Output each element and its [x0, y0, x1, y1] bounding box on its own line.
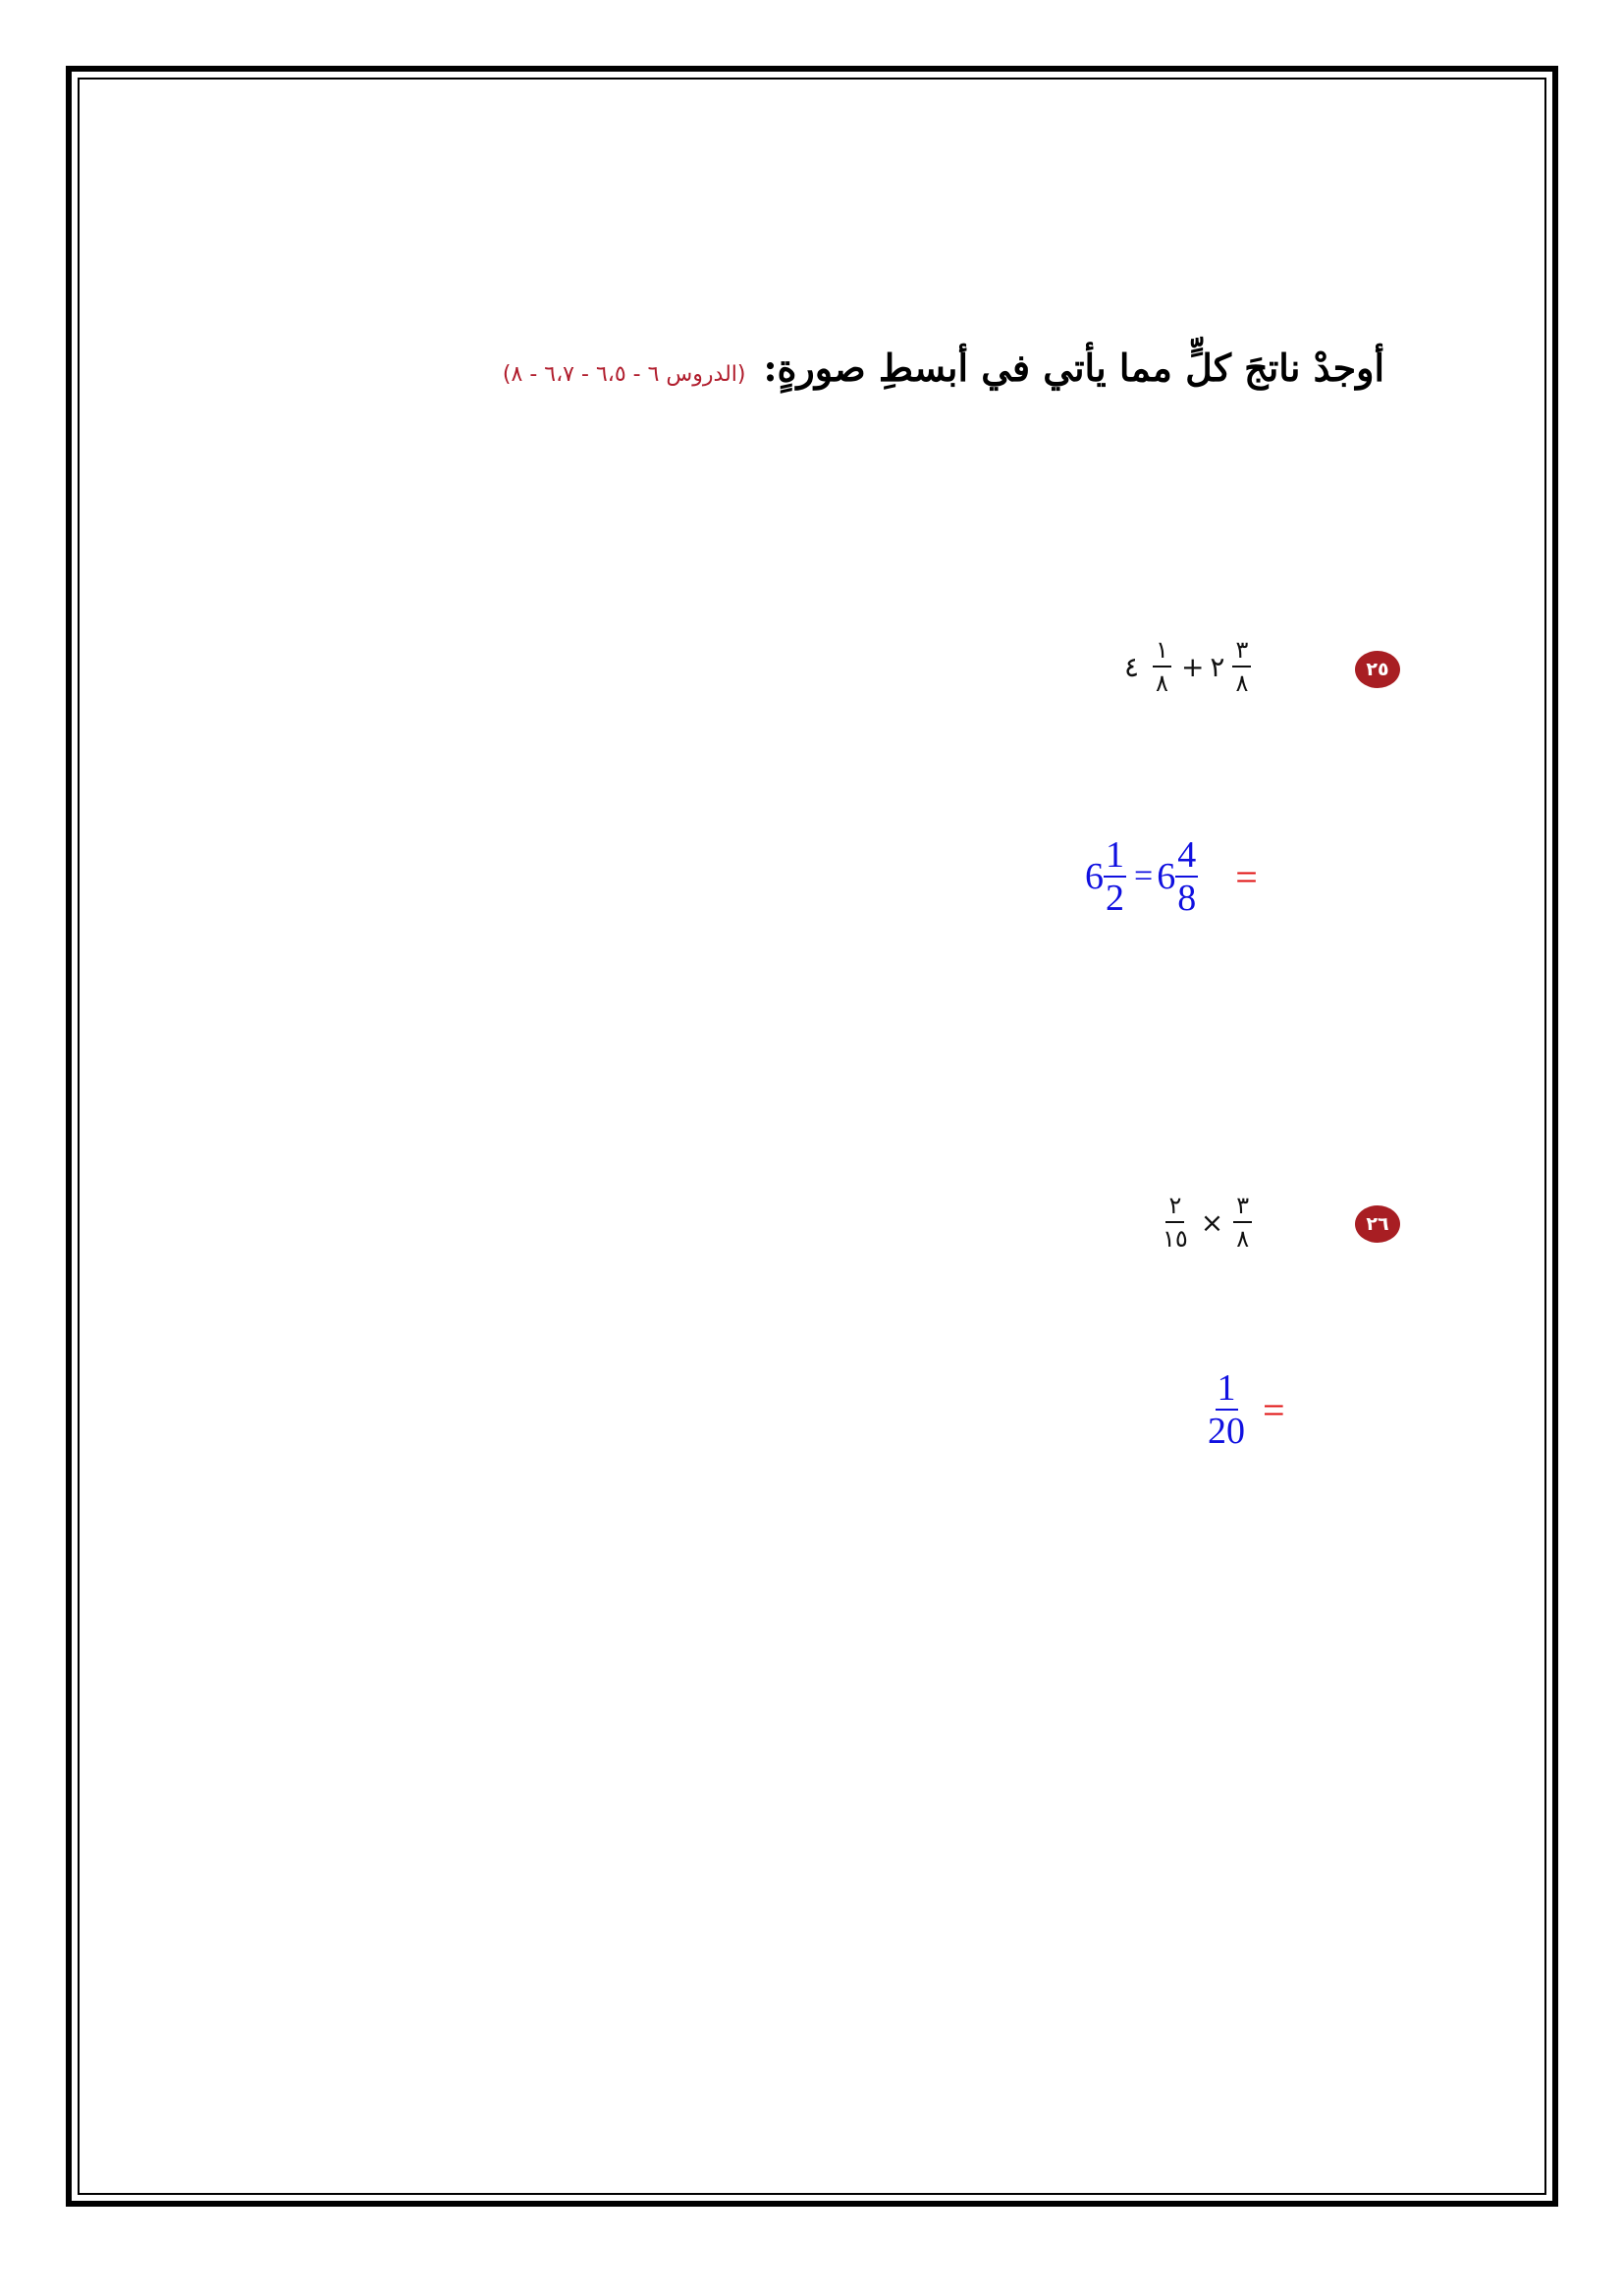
answer-denominator: 20	[1208, 1411, 1245, 1452]
answer-numerator: 4	[1177, 834, 1197, 876]
instruction-text: أوجدْ ناتجَ كلٍّ مما يأتي في أبسطِ صورةٍ:	[763, 346, 1384, 390]
problem-26-answer	[1202, 1369, 1285, 1450]
denominator: ١٥	[1163, 1225, 1188, 1253]
denominator: ٨	[1235, 669, 1249, 697]
whole-number: ٤	[1124, 650, 1140, 683]
problem-number-badge: ٢٥	[1355, 651, 1400, 688]
numerator: ١	[1153, 638, 1171, 667]
fraction	[1232, 638, 1251, 695]
problem-25-answer	[1085, 836, 1258, 917]
answer-numerator: 1	[1106, 834, 1124, 876]
answer-whole: 6	[1085, 856, 1104, 897]
answer-denominator: 2	[1106, 878, 1124, 919]
fraction	[1160, 1194, 1191, 1251]
answer-fraction	[1104, 836, 1126, 917]
numerator: ٣	[1232, 638, 1251, 667]
operator: ×	[1200, 1205, 1224, 1239]
problem-number-badge: ٢٦	[1355, 1205, 1400, 1243]
problem-26-expression	[1156, 1194, 1256, 1251]
answer-whole: 6	[1157, 856, 1176, 897]
answer-fraction	[1175, 836, 1198, 917]
answer-numerator: 1	[1217, 1367, 1236, 1409]
whole-number: ٢	[1210, 650, 1225, 683]
equals-sign: =	[1235, 854, 1258, 899]
answer-denominator: 8	[1177, 878, 1197, 919]
denominator: ٨	[1236, 1225, 1250, 1253]
answer-equals: =	[1134, 858, 1154, 894]
fraction	[1153, 638, 1171, 695]
fraction	[1233, 1194, 1252, 1251]
instruction-line	[503, 346, 1384, 390]
answer-fraction	[1206, 1369, 1247, 1450]
numerator: ٣	[1233, 1194, 1252, 1223]
denominator: ٨	[1156, 669, 1168, 697]
problem-25-expression	[1124, 638, 1255, 695]
page-border-inner	[78, 78, 1546, 2195]
equals-sign: =	[1263, 1387, 1285, 1432]
numerator: ٢	[1165, 1194, 1184, 1223]
lessons-reference: (الدروس ٦ - ٦،٥ - ٦،٧ - ٨)	[502, 362, 746, 387]
operator: +	[1180, 650, 1205, 683]
